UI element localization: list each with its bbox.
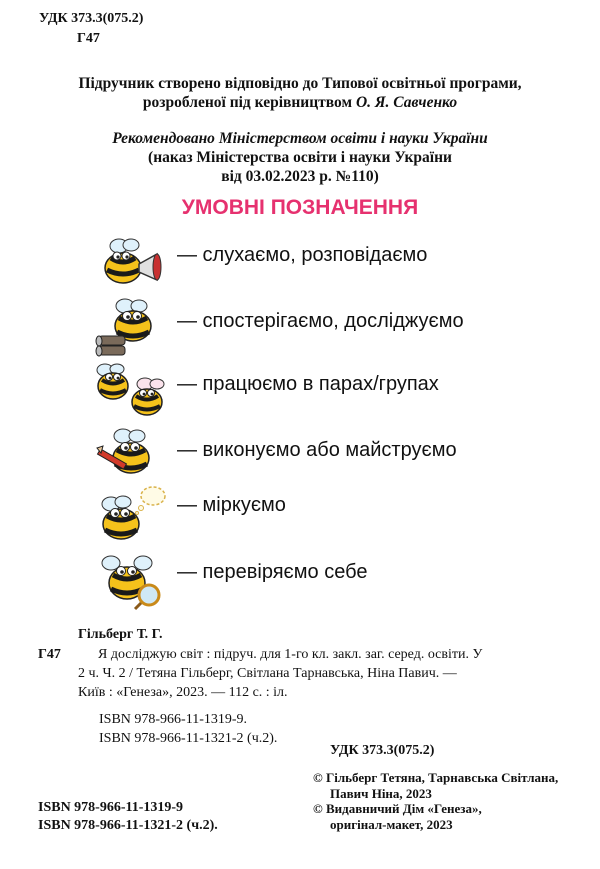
intro-line-2-prefix: розробленої під керівництвом — [142, 94, 356, 111]
legend-title: УМОВНІ ПОЗНАЧЕННЯ — [181, 196, 419, 219]
legend-text: — працюємо в парах/групах — [177, 373, 439, 395]
ministry-name: Міністерством освіти і науки України — [218, 130, 488, 147]
legend-item — [95, 549, 575, 609]
legend-item — [95, 360, 575, 420]
legend-item — [95, 236, 575, 296]
isbn-2: ISBN 978-966-11-1321-2 (ч.2). — [38, 818, 218, 833]
intro-line-2 — [20, 93, 580, 112]
copyright-publisher: © Видавничий Дім «Генеза», — [313, 801, 482, 816]
recommend-line-1 — [20, 129, 580, 148]
bee-pair-icon — [95, 360, 167, 422]
recommend-line-3: від 03.02.2023 р. №110) — [221, 168, 379, 185]
bee-binoculars-icon — [95, 296, 167, 358]
legend-text: — слухаємо, розповідаємо — [177, 244, 428, 266]
catalog-isbn-2: ISBN 978-966-11-1321-2 (ч.2). — [99, 731, 278, 746]
catalog-code: Г47 — [77, 31, 100, 46]
legend-text: — спостерігаємо, досліджуємо — [177, 310, 464, 332]
copyright-publisher-cont: оригінал-макет, 2023 — [330, 816, 453, 832]
legend-item — [95, 296, 575, 356]
bee-loudspeaker-icon — [95, 236, 167, 292]
copyright-authors: © Гільберг Тетяна, Тарнавська Світлана, — [313, 770, 559, 785]
catalog-code-bottom: Г47 — [38, 647, 61, 662]
udk-code-bottom: УДК 373.3(075.2) — [330, 743, 435, 758]
legend-text: — міркуємо — [177, 494, 286, 516]
bee-thinking-icon — [95, 486, 167, 546]
legend-item — [95, 426, 575, 486]
program-author: О. Я. Савченко — [355, 94, 458, 111]
recommendation-block — [20, 129, 580, 186]
legend-item — [95, 486, 575, 546]
intro-paragraph — [20, 74, 580, 112]
bee-magnifier-icon — [95, 549, 167, 611]
recommend-prefix: Рекомендовано — [112, 130, 219, 147]
catalog-isbn-1: ISBN 978-966-11-1319-9. — [99, 712, 248, 727]
udk-code: УДК 373.3(075.2) — [39, 11, 144, 26]
catalog-author: Гільберг Т. Г. — [78, 627, 163, 642]
copyright-authors-cont: Павич Ніна, 2023 — [330, 785, 432, 801]
catalog-description: Я досліджую світ : підруч. для 1-го кл. закл. заг. серед. освіти. У 2 ч. Ч. 2 / Тетяна Гільберг, Світлана Тарнавська, Ніна Павич. — Київ : «Генеза», 2023. — 112 с. : іл. — [78, 647, 483, 700]
recommend-line-2: (наказ Міністерства освіти і науки України — [148, 149, 452, 166]
legend-text: — перевіряємо себе — [177, 561, 368, 583]
bee-pencil-icon — [95, 426, 167, 484]
legend-text: — виконуємо або майструємо — [177, 439, 457, 461]
isbn-1: ISBN 978-966-11-1319-9 — [38, 800, 184, 815]
intro-line-1: Підручник створено відповідно до Типової освітньої програми, — [78, 75, 522, 92]
copyright-block — [313, 770, 593, 832]
